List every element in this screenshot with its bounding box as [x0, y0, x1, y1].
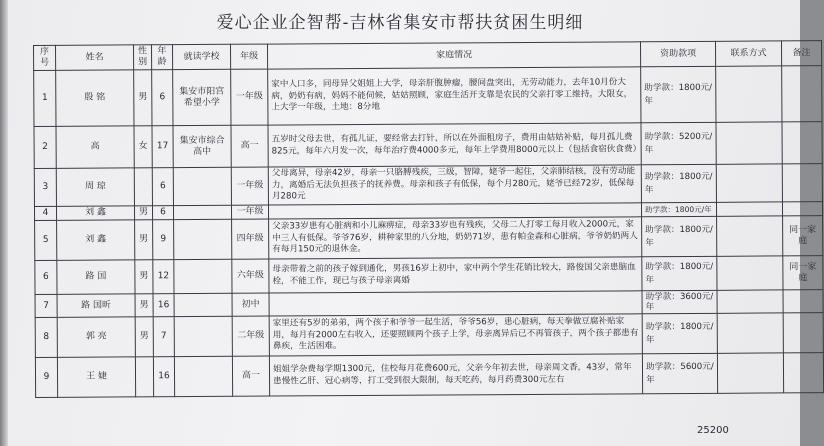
cell-age: 9 — [153, 220, 174, 260]
cell-note — [782, 164, 822, 202]
cell-aid: 助学款：1800元/年 — [641, 66, 716, 122]
cell-family: 家里还有5岁的弟弟，两个孩子和爷爷一起生活，爷爷56岁，患心脏病，每天拳做豆腐补贴家用，每月有2000左右收入，还要照顾两个孩子上学，母亲离异后已不再管孩子，两个孩子都患有鼻疾，生活困难。 — [269, 314, 642, 356]
cell-aid: 助学款：5200元/年 — [641, 122, 716, 164]
page-edge-shadow — [0, 0, 8, 446]
cell-age: 7 — [153, 317, 174, 357]
cell-school — [174, 219, 232, 259]
cell-no: 1 — [34, 70, 56, 126]
cell-contact — [716, 202, 782, 216]
cell-contact — [717, 313, 783, 353]
cell-note — [782, 122, 822, 164]
cell-school — [174, 293, 232, 316]
cell-name: 刘 鑫 — [56, 206, 134, 220]
cell-name: 刘 鑫 — [57, 220, 135, 260]
cell-gender: 男 — [135, 220, 153, 260]
cell-aid: 助学款：1800元/年 — [641, 164, 716, 202]
cell-aid: 助学款：1800元/年 — [642, 256, 717, 290]
cell-grade: 一年级 — [231, 69, 268, 125]
cell-grade: 一年级 — [231, 205, 268, 219]
cell-grade: 六年级 — [232, 259, 269, 293]
cell-age: 12 — [153, 260, 174, 294]
cell-no: 8 — [35, 317, 57, 357]
cell-contact — [716, 66, 782, 122]
cell-family: 姐姐学杂费每学期1300元，住校每月花费600元，父亲今年初去世，母亲周文香，43岁，常年患慢性乙肝、冠心病等，打工受到很大限制，每天吃药，每月药费300元左右 — [269, 354, 642, 396]
cell-name: 周 琼 — [56, 168, 134, 206]
cell-aid: 助学款：1800元/年 — [642, 216, 717, 256]
table-row — [34, 164, 822, 207]
cell-gender — [135, 357, 153, 397]
header-gender: 性别 — [134, 45, 152, 70]
cell-name: 路 国 — [57, 260, 135, 294]
cell-school: 集安市阳宫希望小学 — [173, 69, 231, 125]
cell-gender: 男 — [135, 317, 153, 357]
cell-note — [783, 290, 823, 313]
cell-name: 高 — [56, 126, 134, 168]
cell-school — [174, 259, 232, 293]
cell-gender: 男 — [135, 294, 153, 317]
cell-gender: 男 — [135, 260, 153, 294]
header-contact: 联系方式 — [715, 41, 781, 66]
header-note: 备注 — [781, 41, 821, 66]
cell-aid: 助学款：1800元/年 — [642, 313, 717, 353]
cell-gender — [134, 168, 152, 206]
cell-note — [782, 66, 822, 122]
cell-grade: 高一 — [232, 356, 269, 396]
cell-family: 五岁时父母去世，有孤儿证，要经常去打针，所以在外面租房子，费用由姑姑补贴，每月孤儿费825元，每年六月发一次，每年治疗费4000多元，每年上学费用8000元以上（包括食宿伙食费） — [268, 123, 641, 167]
header-aid: 资助款项 — [640, 41, 715, 66]
cell-contact — [717, 353, 783, 393]
table-row — [35, 313, 823, 358]
cell-no: 9 — [35, 357, 57, 397]
cell-age: 16 — [153, 294, 174, 317]
cell-name: 王 婕 — [57, 357, 135, 397]
cell-family: 父亲33岁患有心脏病和小儿麻痹症，母亲33岁也有残疾，父母二人打零工每月收入2000元，家中三人有低保。爷爷76岁，耕种家里的八分地，奶奶71岁，患有帕金森和心脏病，爷爷奶奶两人有每月150元的退休金。 — [269, 217, 642, 259]
cell-gender: 男 — [134, 70, 152, 126]
student-table — [33, 40, 824, 398]
cell-school — [174, 356, 232, 396]
cell-contact — [717, 256, 783, 290]
cell-contact — [716, 164, 782, 202]
cell-note — [782, 202, 822, 216]
cell-age: 6 — [152, 206, 173, 220]
cell-name: 殷 铭 — [56, 70, 134, 126]
cell-age: 16 — [153, 357, 174, 397]
cell-age: 6 — [152, 70, 173, 126]
cell-grade: 二年级 — [232, 316, 269, 356]
header-no: 序号 — [34, 45, 56, 70]
cell-school — [173, 205, 231, 219]
table-row — [35, 216, 823, 261]
cell-note — [783, 313, 823, 353]
cell-age: 17 — [152, 126, 173, 168]
cell-note: 同一家庭 — [783, 216, 823, 256]
cell-family: 父母离异，母亲42岁，母亲一只胳膊残疾，三级，智障，姥爷一起住，父亲肺结核，没有劳动能力，离婚后无法负担孩子的抚养费。母亲和孩子有低保，每个月280元，姥爷已经72岁，低保每月280元 — [268, 165, 641, 205]
table-row — [34, 122, 822, 169]
total-amount: 25200 — [697, 425, 729, 436]
cell-contact — [716, 122, 782, 164]
cell-age: 6 — [152, 168, 173, 206]
cell-contact — [717, 216, 783, 256]
cell-no: 5 — [35, 220, 57, 260]
cell-no: 2 — [34, 126, 56, 168]
header-family: 家庭情况 — [267, 42, 640, 69]
cell-aid: 助学款：1800元/年 — [641, 202, 716, 216]
cell-no: 7 — [35, 294, 57, 317]
cell-school — [173, 167, 231, 205]
cell-note — [783, 353, 823, 393]
cell-no: 6 — [35, 260, 57, 294]
cell-name: 路 国昕 — [57, 294, 135, 317]
cell-school: 集安市综合高中 — [173, 125, 231, 167]
cell-aid: 助学款：3600元/年 — [642, 290, 717, 313]
table-row — [35, 353, 823, 398]
cell-gender: 男 — [134, 206, 152, 220]
cell-grade: 初中 — [232, 293, 269, 316]
cell-family — [269, 291, 642, 316]
header-age: 年龄 — [152, 45, 173, 70]
header-grade: 年级 — [230, 44, 267, 69]
cell-aid: 助学款：5600元/年 — [642, 353, 717, 393]
cell-note: 同一家庭 — [783, 256, 823, 290]
cell-family: 家中人口多，同母异父姐姐上大学，母亲肝腹肿瘤，腰间盘突出，无劳动能力，去年10月份大病，奶奶有病，妈妈不能伺候，姑姑照顾，家庭生活开支靠是农民的父亲打零工维持。大限女，上大学一年级，土地：8分地 — [268, 67, 641, 125]
table-row — [34, 66, 822, 127]
cell-grade: 四年级 — [232, 219, 269, 259]
cell-no: 3 — [34, 168, 56, 206]
header-name: 姓名 — [56, 45, 134, 70]
cell-grade: 高一 — [231, 125, 268, 167]
document-title: 爱心企业企智帮-吉林省集安市帮扶贫困生明细 — [216, 13, 584, 33]
cell-school — [174, 316, 232, 356]
header-school: 就读学校 — [173, 44, 231, 69]
cell-family: 母亲带着之前的孩子嫁到通化，男孩16岁上初中，家中两个学生花销比较大，路俊国父亲患脑血栓，不能工作，现已与孩子母亲离婚 — [269, 257, 642, 293]
cell-name: 郭 亮 — [57, 317, 135, 357]
cell-gender: 女 — [134, 126, 152, 168]
cell-grade: 一年级 — [231, 167, 268, 205]
table-row — [35, 256, 823, 295]
cell-contact — [717, 290, 783, 313]
cell-no: 4 — [34, 206, 56, 220]
